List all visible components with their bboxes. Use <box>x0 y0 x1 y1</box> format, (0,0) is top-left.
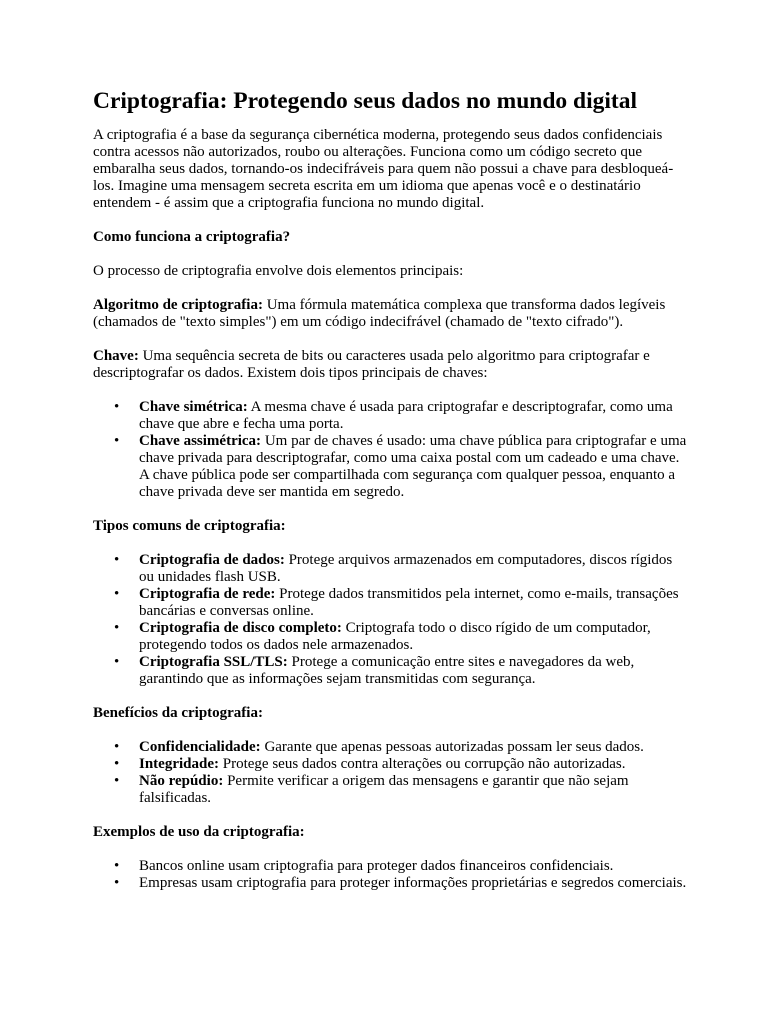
bullet-icon: • <box>114 858 120 874</box>
types-heading: Tipos comuns de criptografia: <box>93 518 286 534</box>
benefits-heading: Benefícios da criptografia: <box>93 705 263 721</box>
key-text: Uma sequência secreta de bits ou caracteres usada pelo algoritmo para criptografar e descriptografar os dados. Existem dois tipos principais de chaves: <box>93 348 650 381</box>
benefits-list <box>93 739 688 807</box>
list-item-term: Criptografia SSL/TLS: <box>139 654 288 670</box>
list-item <box>114 433 688 501</box>
algorithm-text: Uma fórmula matemática complexa que transforma dados legíveis (chamados de "texto simples") em um código indecifrável (chamado de "texto cifrado"). <box>93 297 666 330</box>
list-item-text: A mesma chave é usada para criptografar e descriptografar, como uma chave que abre e fecha uma porta. <box>139 399 673 432</box>
document-page <box>93 86 688 909</box>
list-item-text: Permite verificar a origem das mensagens e garantir que não sejam falsificadas. <box>139 773 629 806</box>
list-item-term: Criptografia de rede: <box>139 586 276 602</box>
list-item-text: Protege seus dados contra alterações ou corrupção não autorizadas. <box>219 756 626 772</box>
how-it-works-lead: O processo de criptografia envolve dois elementos principais: <box>93 263 464 279</box>
list-item-text: Protege arquivos armazenados em computadores, discos rígidos ou unidades flash USB. <box>139 552 673 585</box>
bullet-icon: • <box>114 620 120 636</box>
bullet-icon: • <box>114 773 120 789</box>
list-item <box>114 773 688 807</box>
list-item-term: Integridade: <box>139 756 219 772</box>
list-item <box>114 586 688 620</box>
list-item-text: Protege dados transmitidos pela internet, como e-mails, transações bancárias e conversas online. <box>139 586 679 619</box>
list-item-text: Criptografa todo o disco rígido de um computador, protegendo todos os dados nele armazenados. <box>139 620 651 653</box>
list-item-text: Protege a comunicação entre sites e navegadores da web, garantindo que as informações sejam transmitidas com segurança. <box>139 654 635 687</box>
list-item-term: Criptografia de disco completo: <box>139 620 342 636</box>
list-item-term: Não repúdio: <box>139 773 224 789</box>
list-item-term: Chave simétrica: <box>139 399 248 415</box>
bullet-icon: • <box>114 433 120 449</box>
examples-list <box>93 858 688 892</box>
intro-paragraph: A criptografia é a base da segurança cibernética moderna, protegendo seus dados confidenciais contra acessos não autorizados, roubo ou alterações. Funciona como um código secreto que embaralha seus dados, tornando-os indecifráveis para quem não possui a chave para desbloqueá-los. Imagine uma mensagem secreta escrita em um idioma que apenas você e o destinatário entendem - é assim que a criptografia funciona no mundo digital. <box>93 127 674 211</box>
types-list <box>93 552 688 688</box>
list-item <box>114 739 688 756</box>
list-item <box>114 858 688 875</box>
list-item-text: Garante que apenas pessoas autorizadas possam ler seus dados. <box>260 739 644 755</box>
document-title: Criptografia: Protegendo seus dados no mundo digital <box>93 88 638 114</box>
list-item <box>114 552 688 586</box>
list-item <box>114 620 688 654</box>
algorithm-term: Algoritmo de criptografia: <box>93 297 263 313</box>
bullet-icon: • <box>114 399 120 415</box>
how-it-works-heading: Como funciona a criptografia? <box>93 229 291 245</box>
key-term: Chave: <box>93 348 139 364</box>
list-item <box>114 756 688 773</box>
bullet-icon: • <box>114 586 120 602</box>
key-paragraph <box>93 348 688 382</box>
list-item-text: Bancos online usam criptografia para proteger dados financeiros confidenciais. <box>139 858 614 874</box>
list-item-text: Empresas usam criptografia para proteger informações proprietárias e segredos comerciais. <box>139 875 687 891</box>
list-item-term: Confidencialidade: <box>139 739 261 755</box>
key-types-list <box>93 399 688 501</box>
list-item <box>114 399 688 433</box>
bullet-icon: • <box>114 552 120 568</box>
bullet-icon: • <box>114 875 120 891</box>
examples-heading: Exemplos de uso da criptografia: <box>93 824 305 840</box>
list-item <box>114 875 688 892</box>
list-item <box>114 654 688 688</box>
algorithm-paragraph <box>93 297 688 331</box>
bullet-icon: • <box>114 756 120 772</box>
list-item-term: Criptografia de dados: <box>139 552 285 568</box>
list-item-text: Um par de chaves é usado: uma chave pública para criptografar e uma chave privada para descriptografar, como uma caixa postal com um cadeado e uma chave. A chave pública pode ser compartilhada com segurança com qualquer pessoa, enquanto a chave privada deve ser mantida em segredo. <box>139 433 687 500</box>
bullet-icon: • <box>114 739 120 755</box>
bullet-icon: • <box>114 654 120 670</box>
list-item-term: Chave assimétrica: <box>139 433 262 449</box>
